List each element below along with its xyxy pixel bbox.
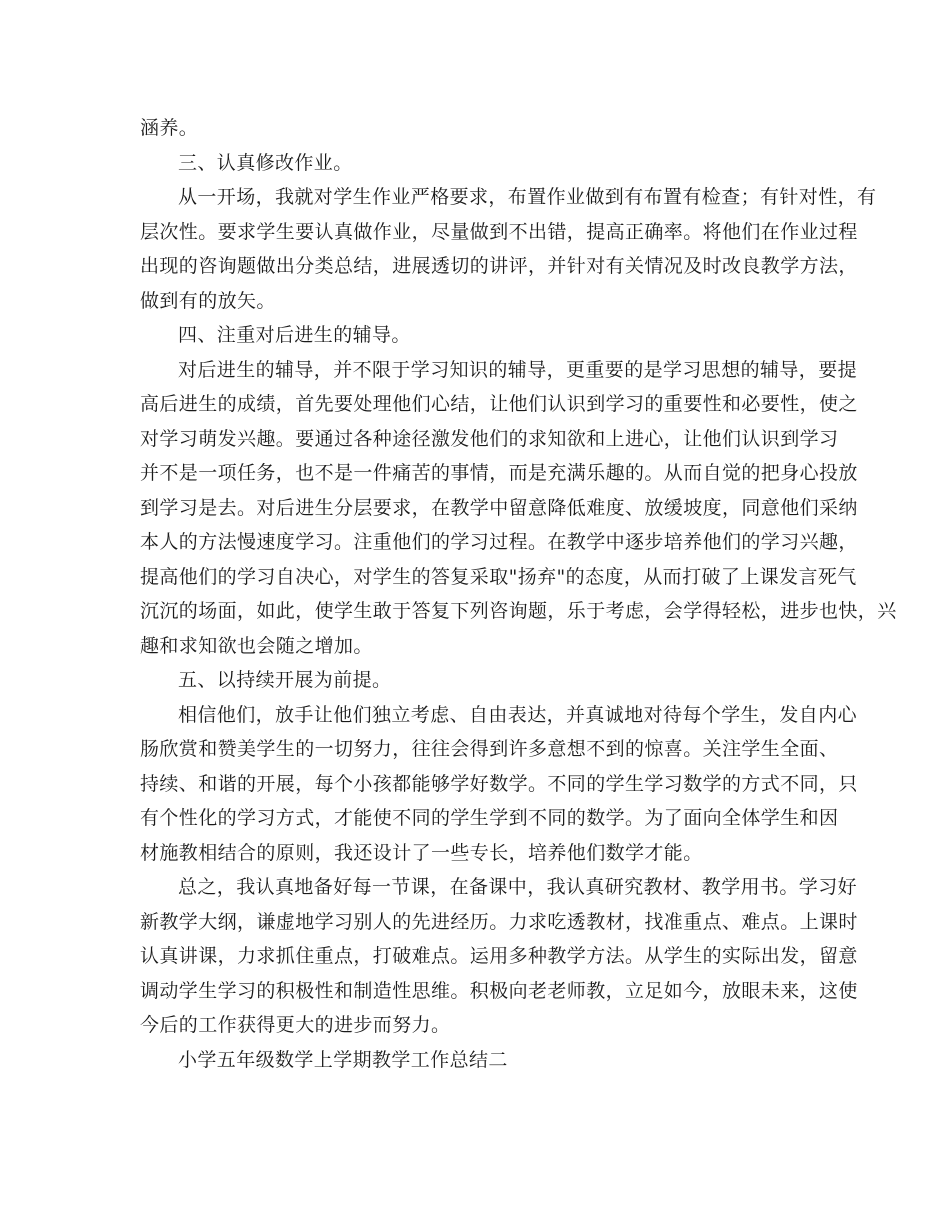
text-line: 到学习是去。对后进生分层要求，在教学中留意降低难度、放缓坡度，同意他们采纳 xyxy=(140,496,858,519)
text-line: 相信他们，放手让他们独立考虑、自由表达，并真诚地对待每个学生，发自内心 xyxy=(178,703,858,726)
text-line: 高后进生的成绩，首先要处理他们心结，让他们认识到学习的重要性和必要性，使之 xyxy=(140,393,858,415)
text-line: 认真讲课，力求抓住重点，打破难点。运用多种教学方法。从学生的实际出发，留意 xyxy=(140,945,858,967)
text-line: 并不是一项任务，也不是一件痛苦的事情，而是充满乐趣的。从而自觉的把身心投放 xyxy=(140,462,858,484)
text-line: 做到有的放矢。 xyxy=(140,289,276,312)
text-line: 持续、和谐的开展，每个小孩都能够学好数学。不同的学生学习数学的方式不同，只 xyxy=(140,772,858,795)
section-heading-4: 四、注重对后进生的辅导。 xyxy=(178,324,411,346)
text-line: 提高他们的学习自决心，对学生的答复采取"扬弃"的态度，从而打破了上课发言死气 xyxy=(140,565,857,588)
text-line: 对后进生的辅导，并不限于学习知识的辅导，更重要的是学习思想的辅导，要提 xyxy=(178,358,858,381)
text-line: 今后的工作获得更大的进步而努力。 xyxy=(140,1014,451,1036)
section-heading-5: 五、以持续开展为前提。 xyxy=(178,669,392,691)
text-line: 从一开场，我就对学生作业严格要求，布置作业做到有布置有检查；有针对性，有 xyxy=(178,186,877,208)
text-line: 出现的咨询题做出分类总结，进展透切的讲评，并针对有关情况及时改良教学方法， xyxy=(140,255,858,277)
document-body xyxy=(140,111,897,1077)
text-line: 材施教相结合的原则，我还设计了一些专长，培养他们数学才能。 xyxy=(140,841,703,864)
text-line: 沉沉的场面，如此，使学生敢于答复下列咨询题，乐于考虑，会学得轻松，进步也快，兴 xyxy=(140,600,897,622)
text-line: 有个性化的学习方式，才能使不同的学生学到不同的数学。为了面向全体学生和因 xyxy=(140,807,839,829)
text-line: 涵养。 xyxy=(140,117,199,139)
document-subtitle: 小学五年级数学上学期教学工作总结二 xyxy=(178,1048,508,1071)
text-line: 肠欣赏和赞美学生的一切努力，往往会得到许多意想不到的惊喜。关注学生全面、 xyxy=(140,738,839,760)
text-line: 层次性。要求学生要认真做作业，尽量做到不出错，提高正确率。将他们在作业过程 xyxy=(140,220,858,243)
section-heading-3: 三、认真修改作业。 xyxy=(178,151,353,174)
text-line: 调动学生学习的积极性和制造性思维。积极向老老师教，立足如今，放眼未来，这使 xyxy=(140,979,858,1002)
text-line: 新教学大纲，谦虚地学习别人的先进经历。力求吃透教材，找准重点、难点。上课时 xyxy=(140,910,858,933)
text-line: 趣和求知欲也会随之增加。 xyxy=(140,634,373,657)
text-line: 总之，我认真地备好每一节课，在备课中，我认真研究教材、教学用书。学习好 xyxy=(178,876,858,898)
text-line: 本人的方法慢速度学习。注重他们的学习过程。在教学中逐步培养他们的学习兴趣， xyxy=(140,531,858,553)
text-line: 对学习萌发兴趣。要通过各种途径激发他们的求知欲和上进心，让他们认识到学习 xyxy=(140,427,839,450)
